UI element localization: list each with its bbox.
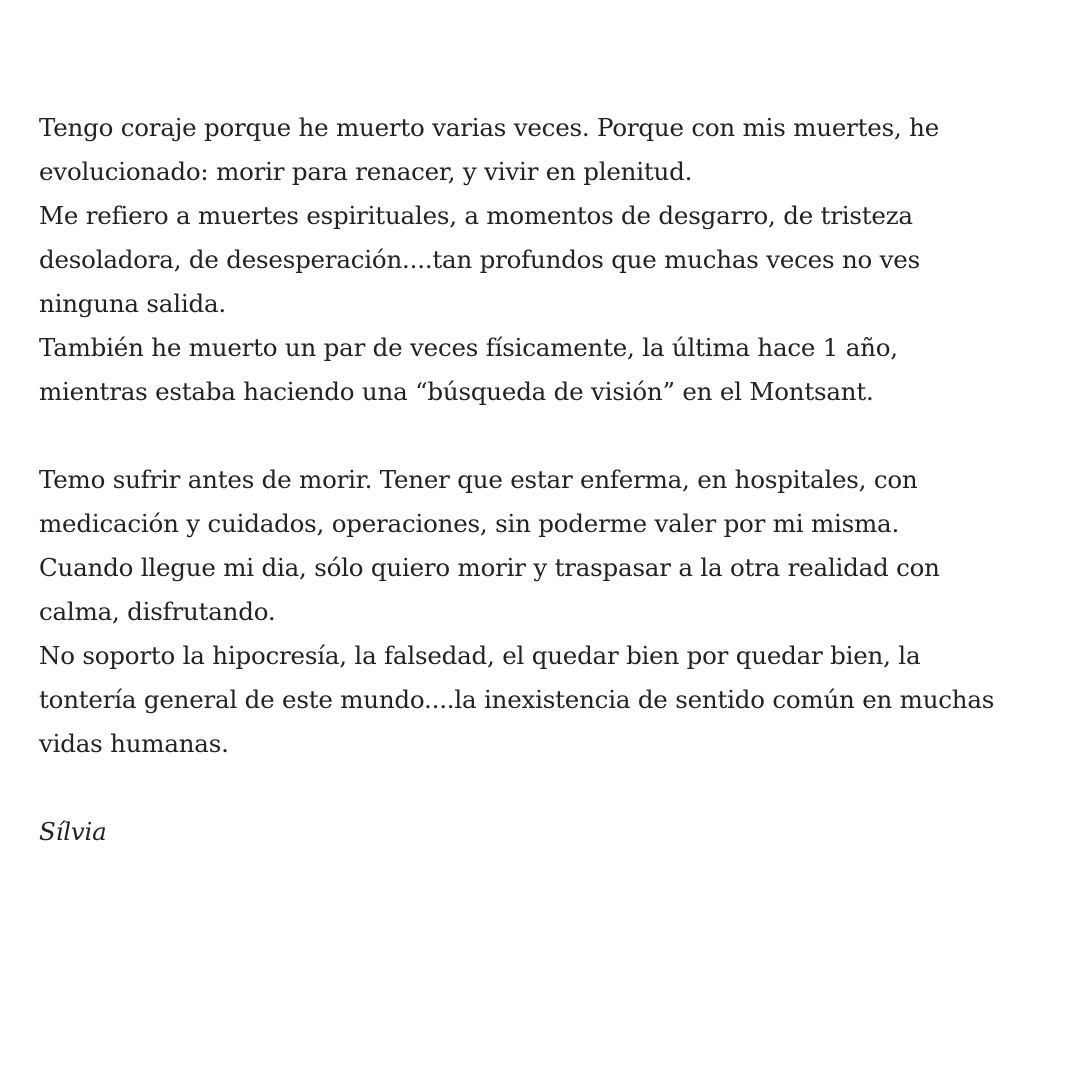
text-line: mientras estaba haciendo una “búsqueda de visión” en el Montsant. xyxy=(39,377,874,406)
text-line: También he muerto un par de veces físicamente, la última hace 1 año, xyxy=(39,333,898,362)
text-line: calma, disfrutando. xyxy=(39,597,276,626)
paragraph-first xyxy=(39,106,1060,414)
text-line: tontería general de este mundo....la inexistencia de sentido común en muchas xyxy=(39,685,995,714)
text-line: medicación y cuidados, operaciones, sin poderme valer por mi misma. xyxy=(39,509,900,538)
signature: Sílvia xyxy=(39,817,107,846)
text-line: vidas humanas. xyxy=(39,729,229,758)
text-line: Tengo coraje porque he muerto varias veces. Porque con mis muertes, he xyxy=(39,113,940,142)
text-line: Me refiero a muertes espirituales, a momentos de desgarro, de tristeza xyxy=(39,201,913,230)
text-line: No soporto la hipocresía, la falsedad, el quedar bien por quedar bien, la xyxy=(39,641,921,670)
text-line: ninguna salida. xyxy=(39,289,226,318)
text-line: evolucionado: morir para renacer, y vivir en plenitud. xyxy=(39,157,693,186)
paragraph-spacer xyxy=(39,414,1060,458)
text-line: Cuando llegue mi dia, sólo quiero morir y traspasar a la otra realidad con xyxy=(39,553,940,582)
text-line: Temo sufrir antes de morir. Tener que estar enferma, en hospitales, con xyxy=(39,465,918,494)
paragraph-second xyxy=(39,458,1060,766)
text-line: desoladora, de desesperación....tan profundos que muchas veces no ves xyxy=(39,245,920,274)
paragraph-spacer xyxy=(39,766,1060,810)
